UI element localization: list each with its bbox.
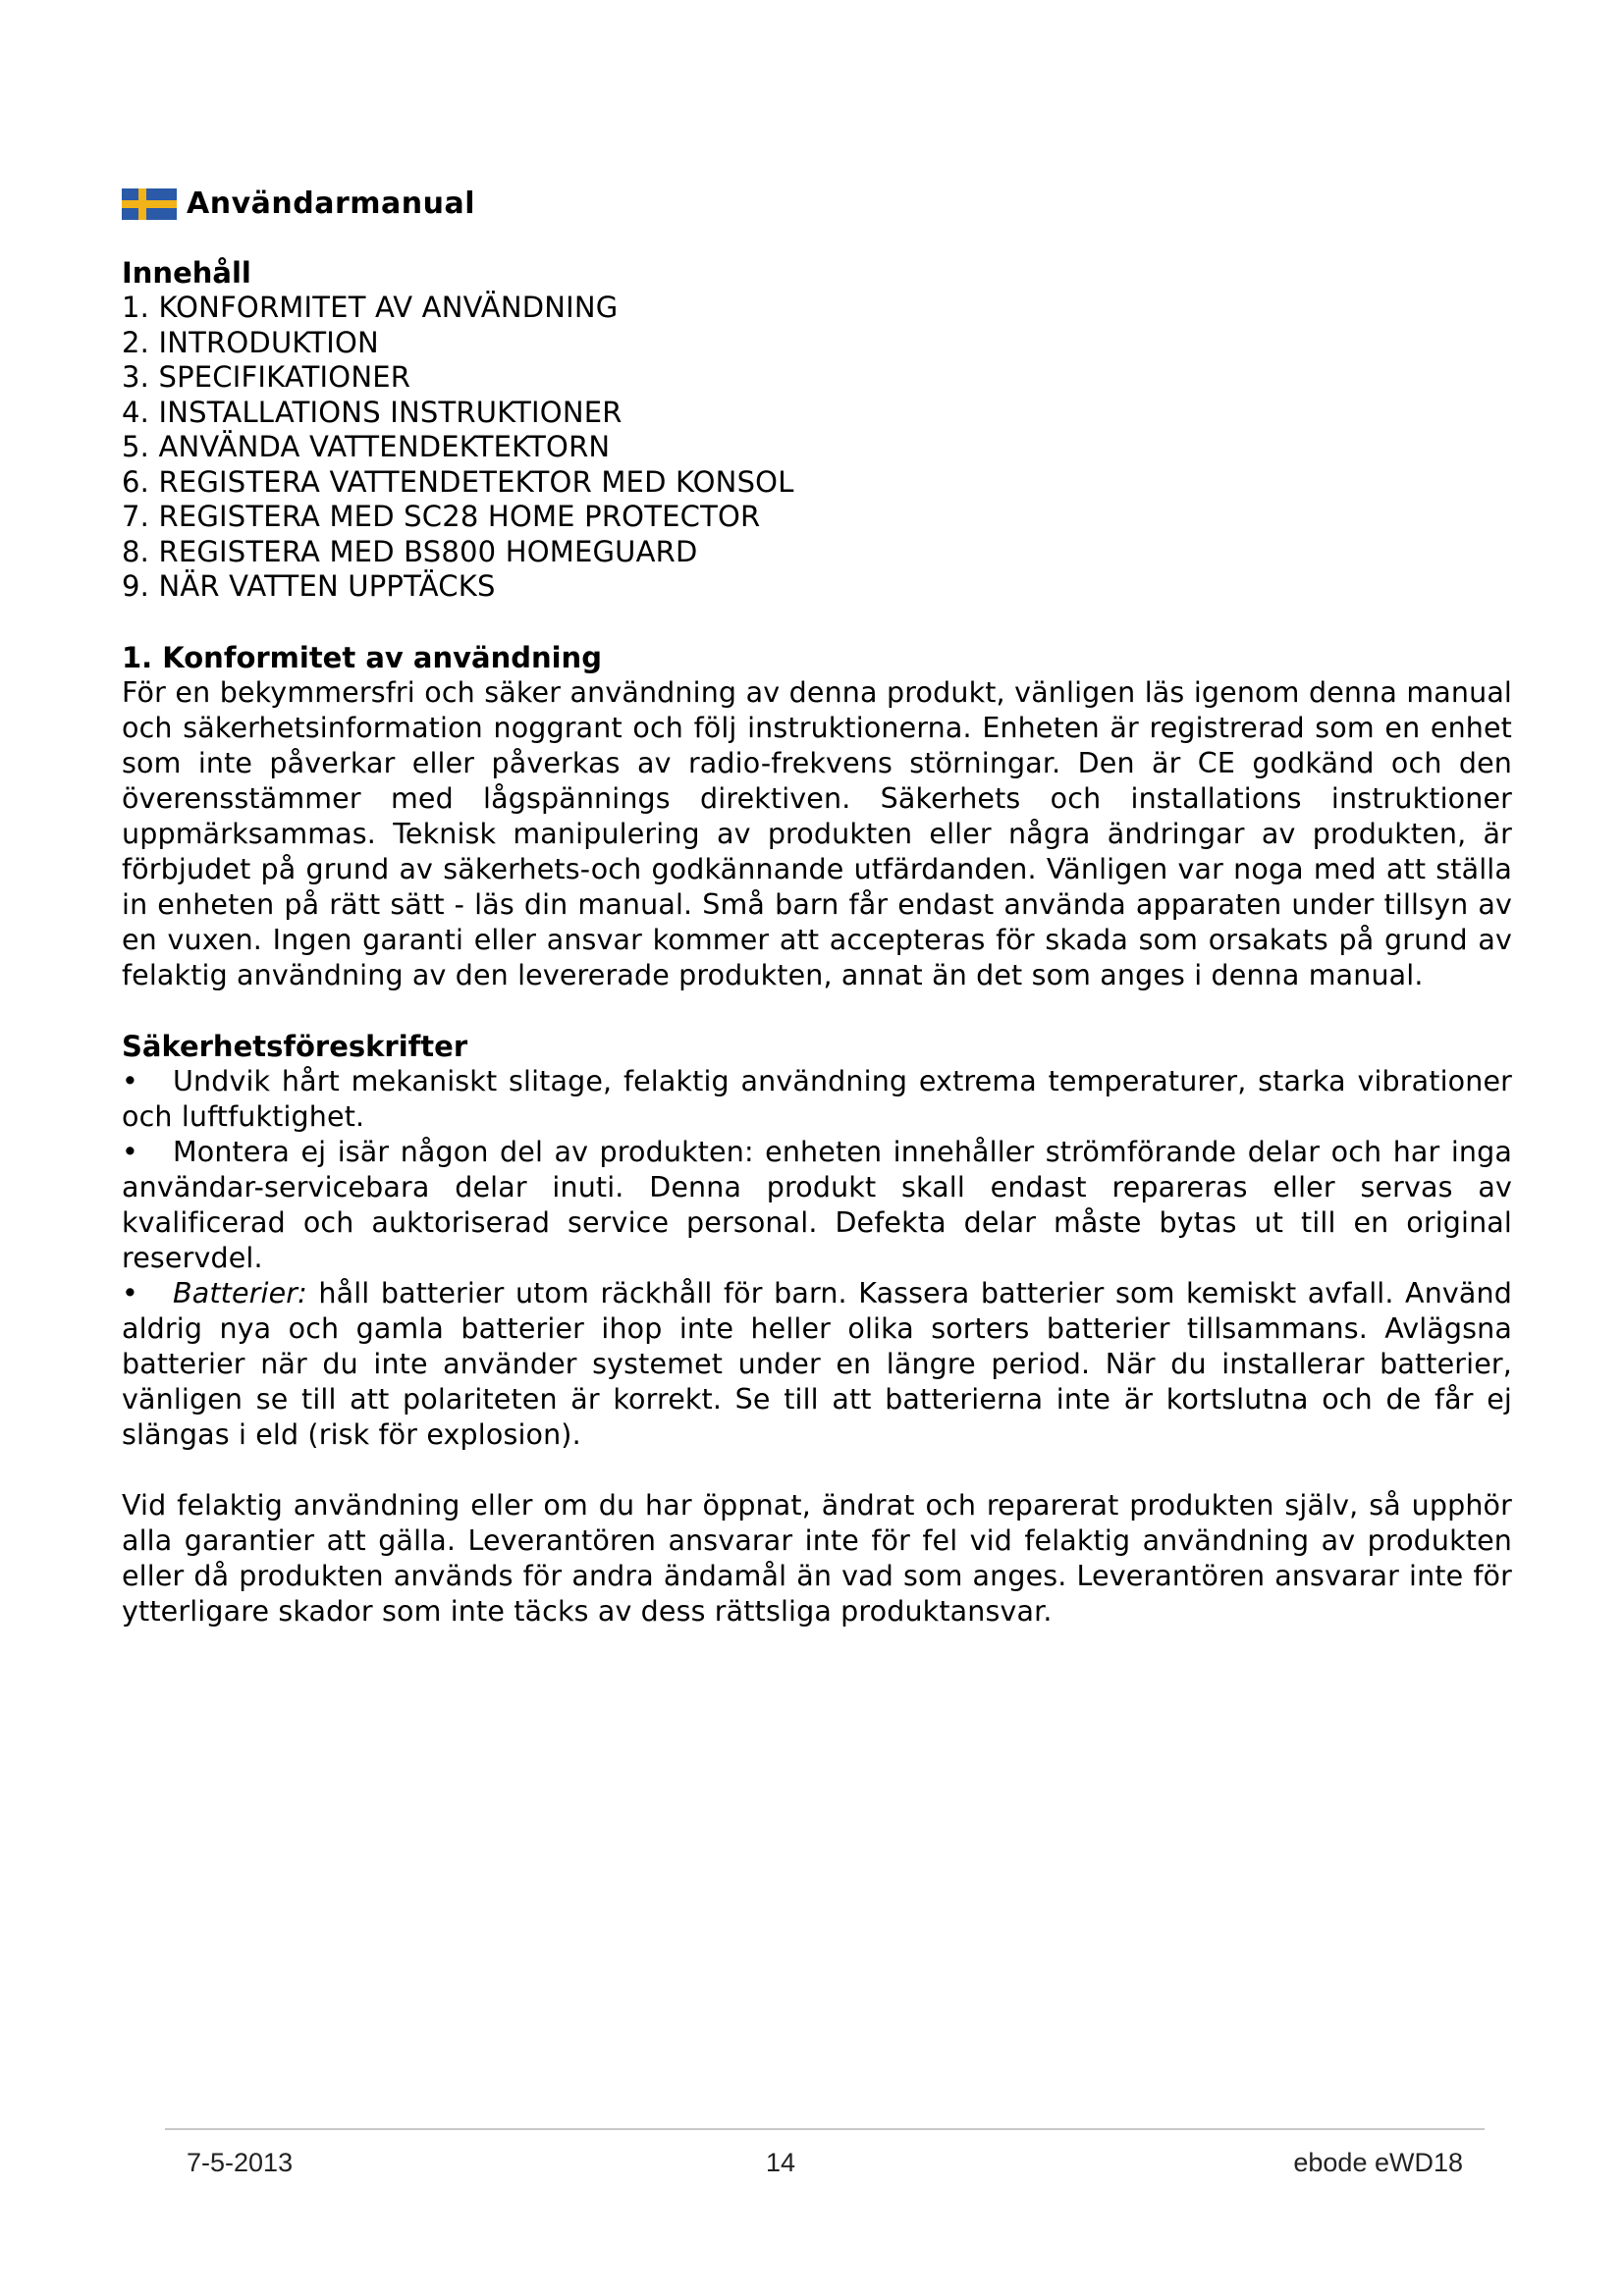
warranty-paragraph: Vid felaktig användning eller om du har öppnat, ändrat och reparerat produkten själv, så upphör alla garantier att gälla. Leverantören ansvarar inte för fel vid felaktig användning av produkten eller då produkten används för andra ändamål än vad som anges. Leverantören ansvarar inte för ytterligare skador som inte täcks av dess rättsliga produktansvar.	[122, 1488, 1512, 1628]
section-1-heading: 1. Konformitet av användning	[122, 640, 602, 674]
bullet-icon: •	[122, 1064, 138, 1097]
bullet-text: Montera ej isär någon del av produkten: enheten innehåller strömförande delar och har inga användar-servicebara delar inuti. Denna produkt skall endast repareras eller servas av kvalificerad och auktoriserad service personal. Defekta delar måste bytas ut till en original reservdel.	[122, 1135, 1512, 1274]
bullet-icon: •	[122, 1276, 138, 1309]
bullet-icon: •	[122, 1135, 138, 1168]
toc-item: 9. NÄR VATTEN UPPTÄCKS	[122, 569, 496, 603]
safety-heading: Säkerhetsföreskrifter	[122, 1029, 468, 1063]
toc-item: 6. REGISTERA VATTENDETEKTOR MED KONSOL	[122, 464, 794, 499]
page-number: 14	[766, 2148, 796, 2177]
table-of-contents	[122, 291, 1512, 605]
safety-bullet	[122, 1135, 1512, 1276]
section-1-paragraph: För en bekymmersfri och säker användning av denna produkt, vänligen läs igenom denna manual och säkerhetsinformation noggrant och följ instruktionerna. Enheten är registrerad som en enhet som inte påverkar eller påverkas av radio-frekvens störningar. Den är CE godkänd och den överensstämmer med lågspännings direktiven. Säkerhets och installations instruktioner uppmärksammas. Teknisk manipulering av produkten eller några ändringar av produkten, är förbjudet på grund av säkerhets-och godkännande utfärdanden. Vänligen var noga med att ställa in enheten på rätt sätt - läs din manual. Små barn får endast använda apparaten under tillsyn av en vuxen. Ingen garanti eller ansvar kommer att accepteras för skada som orsakats på grund av felaktig användning av den levererade produkten, annat än det som anges i denna manual.	[122, 675, 1512, 991]
bullet-lead: Batterier:	[173, 1276, 307, 1309]
toc-item: 8. REGISTERA MED BS800 HOMEGUARD	[122, 534, 698, 568]
safety-bullet	[122, 1276, 1512, 1453]
footer-model: ebode eWD18	[1293, 2148, 1463, 2177]
toc-item: 5. ANVÄNDA VATTENDEKTEKTORN	[122, 430, 611, 463]
toc-item: 4. INSTALLATIONS INSTRUKTIONER	[122, 395, 623, 429]
title-row	[122, 187, 1512, 221]
toc-item: 3. SPECIFIKATIONER	[122, 360, 411, 394]
swedish-flag-icon	[122, 188, 177, 220]
footer-divider	[165, 2128, 1485, 2130]
bullet-text: Undvik hårt mekaniskt slitage, felaktig användning extrema temperaturer, starka vibrationer och luftfuktighet.	[122, 1064, 1512, 1133]
safety-bullet	[122, 1064, 1512, 1135]
document-title: Användarmanual	[187, 187, 475, 221]
document-body	[122, 187, 1512, 1629]
toc-item: 1. KONFORMITET AV ANVÄNDNING	[122, 291, 619, 324]
toc-item: 2. INTRODUKTION	[122, 325, 379, 359]
bullet-text: håll batterier utom räckhåll för barn. Kassera batterier som kemiskt avfall. Använd aldrig nya och gamla batterier ihop inte heller olika sorters batterier tillsammans. Avlägsna batterier när du inte använder systemet under en längre period. När du installerar batterier, vänligen se till att polariteten är korrekt. Se till att batterierna inte är kortslutna och de får ej slängas i eld (risk för explosion).	[122, 1276, 1512, 1451]
footer-date: 7-5-2013	[187, 2148, 294, 2177]
toc-heading: Innehåll	[122, 256, 251, 290]
toc-item: 7. REGISTERA MED SC28 HOME PROTECTOR	[122, 500, 761, 533]
